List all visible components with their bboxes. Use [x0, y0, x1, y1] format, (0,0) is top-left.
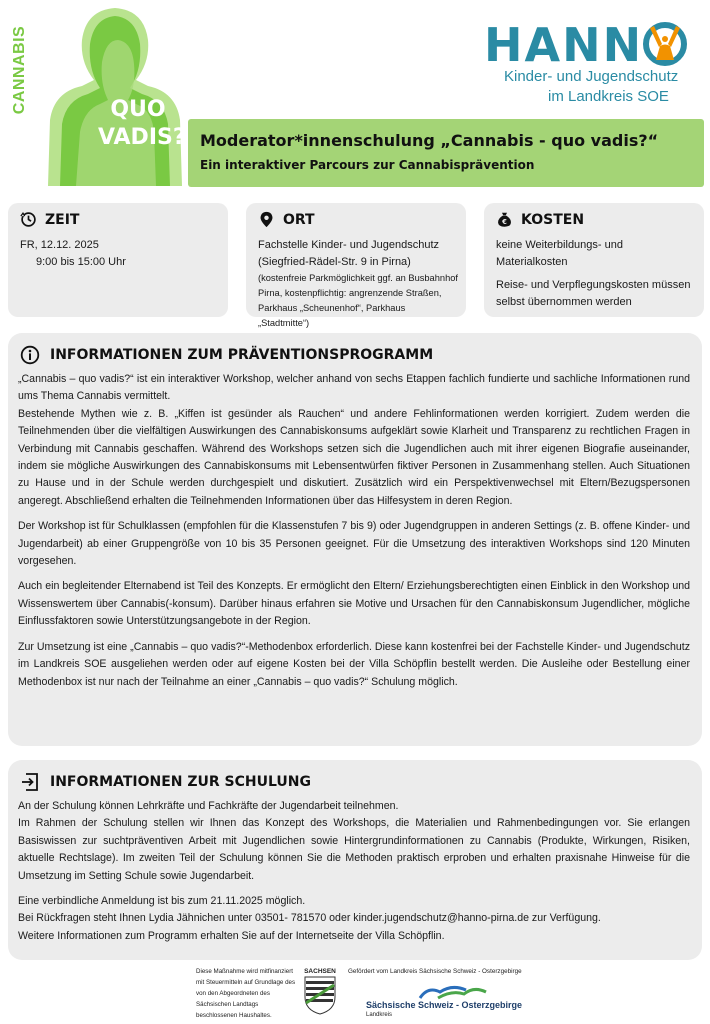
schulung-section	[8, 760, 702, 960]
event-date: FR, 12.12. 2025	[20, 239, 99, 251]
parking-note-3: Parkhaus „Scheunenhof“, Parkhaus „Stadtmitte“)	[258, 303, 406, 328]
info-paragraph-1: „Cannabis – quo vadis?“ ist ein interaktiver Workshop, welcher anhand von sechs Etappen fachlich fundierte und sachliche Informationen rund ums Thema Cannabis vermittelt.	[18, 373, 690, 403]
footer	[0, 966, 710, 1024]
svg-text:€: €	[502, 218, 507, 227]
hero-figure	[40, 0, 190, 186]
info-paragraph-2: Bestehende Mythen wie z. B. „Kiffen ist gesünder als Rauchen“ und andere Fehlinformationen werden korrigiert. Zudem werden die Teilnehmenden über die vielfältigen Auswirkungen des Cannabiskonsums aufgeklärt sowie Klarheit und Transparenz zu rechtlichen Fragen in Verbindung mit Cannabis geschaffen. Während des Workshops setzen sich die Jugendlichen auch mit ihrer eigenen Biografie auseinander, indem sie mögliche Auswirkungen des Cannabiskonsums mit Lebensentwürfen fiktiver Personen in Zusammenhang stellen. Auch Situationen zu Hause und in der Schule werden durchgespielt und diskutiert. Zusätzlich wird ein Perspektivenwechsel mit Eltern/Bezugspersonen angeregt. Abschließend erhalten die Teilnehmenden Informationen über das Hilfesystem in deren Region.	[18, 407, 690, 507]
parking-note-1: (kostenfreie Parkmöglichkeit ggf. an Busbahnhof	[258, 273, 458, 283]
title-banner	[188, 119, 704, 187]
logo-word: HANN	[484, 18, 644, 72]
person-silhouette-icon	[40, 0, 190, 186]
location-pin-icon	[258, 211, 275, 228]
hero-title: QUO VADIS?	[98, 97, 186, 150]
ort-heading: ORT	[283, 211, 315, 228]
sachsen-logo	[300, 968, 340, 1020]
clock-icon	[20, 211, 37, 228]
funding-note: Diese Maßnahme wird mitfinanziert mit Steuermitteln auf Grundlage des von den Abgeordneten des Sächsischen Landtags beschlossenen Haushaltes.	[196, 968, 296, 1019]
landkreis-name: Sächsische Schweiz - Osterzgebirge	[366, 1000, 523, 1010]
kosten-card	[484, 203, 704, 317]
cost-line-2: Reise- und Verpflegungskosten müssen	[496, 279, 691, 291]
schulung-paragraph-1: An der Schulung können Lehrkräfte und Fachkräfte der Jugendarbeit teilnehmen.	[18, 800, 399, 812]
venue-name: Fachstelle Kinder- und Jugendschutz	[258, 239, 439, 251]
event-time: 9:00 bis 15:00 Uhr	[36, 256, 126, 268]
money-bag-icon	[496, 211, 513, 228]
venue-address: (Siegfried-Rädel-Str. 9 in Pirna)	[258, 256, 411, 268]
logo-subtitle-1: Kinder- und Jugendschutz	[504, 68, 679, 85]
schulung-paragraph-4: Bei Rückfragen steht Ihnen Lydia Jähnichen unter 03501- 781570 oder kinder.jugendschutz@hanno-pirna.de zur Verfügung.	[18, 912, 601, 925]
side-label: CANNABIS	[11, 25, 28, 115]
info-heading: INFORMATIONEN ZUM PRÄVENTIONSPROGRAMM	[50, 347, 434, 363]
login-icon	[20, 772, 40, 792]
sachsen-crest-icon	[303, 975, 337, 1015]
schulung-paragraph-5: Weitere Informationen zum Programm erhalten Sie auf der Internetseite der Villa Schöpflin.	[18, 929, 445, 942]
info-paragraph-3: Der Workshop ist für Schulklassen (empfohlen für die Klassenstufen 7 bis 9) oder Jugendgruppen in anderen Settings (z. B. offene Kinder- und Jugendarbeit) ab einer Gruppengröße von 10 bis 35 Personen geeignet. Für die Umsetzung des interaktiven Workshops sind 120 Minuten vorgesehen.	[18, 520, 690, 568]
kosten-heading: KOSTEN	[521, 211, 585, 228]
zeit-heading: ZEIT	[45, 211, 80, 228]
cost-line-3: selbst übernommen werden	[496, 296, 632, 308]
landkreis-funding-note: Gefördert vom Landkreis Sächsische Schweiz - Osterzgebirge	[348, 968, 522, 975]
info-section	[8, 333, 702, 746]
info-paragraph-5: Zur Umsetzung ist eine „Cannabis – quo vadis?“-Methodenbox erforderlich. Diese kann kostenfrei bei der Fachstelle Kinder- und Jugendschutz im Landkreis SOE ausgeliehen werden oder auf eigene Kosten bei der Villa Schöpflin bestellt werden. Die Ausleihe oder Bestellung einer Methodenbox ist nur nach der Teilnahme an einer „Cannabis – quo vadis?“ Schulung möglich.	[18, 640, 690, 688]
info-paragraph-4: Auch ein begleitender Elternabend ist Teil des Konzepts. Er ermöglicht den Eltern/ Erziehungsberechtigten einen Einblick in den Workshop und Wissenswertem über Cannabis(-konsum). Darüber hinaus erfahren sie Motive und Ursachen für den Cannabiskonsum Jugendlicher, mögliche Einflussfaktoren sowie Unterstützungsangebote in der Region.	[18, 580, 690, 628]
schulung-heading: INFORMATIONEN ZUR SCHULUNG	[50, 774, 311, 790]
cost-line-1: keine Weiterbildungs- und Materialkosten	[496, 239, 623, 268]
page-subtitle: Ein interaktiver Parcours zur Cannabisprävention	[200, 158, 535, 172]
schulung-paragraph-2: Im Rahmen der Schulung stellen wir Ihnen das Konzept des Workshops, die Materialien und Rahmenbedingungen vor. Sie erlangen Basiswissen zur suchtpräventiven Arbeit mit Jugendlichen sowie Hintergrundinformationen zu Cannabis (Produkte, Wirkungen, Risiken, aktuelle Rechtslage). Im zweiten Teil der Schulung können Sie die Methoden praktisch erproben und erhalten praxisnahe Hinweise für die Umsetzung im Setting Schule sowie Jugendarbeit.	[18, 817, 690, 882]
info-icon	[20, 345, 40, 365]
landkreis-logo-icon	[418, 982, 488, 1002]
parking-note-2: Pirna, kostenpflichtig: angrenzende Straßen,	[258, 288, 442, 298]
ort-card	[246, 203, 466, 328]
landkreis-label: Landkreis	[366, 1012, 393, 1018]
sachsen-label: SACHSEN	[304, 968, 336, 975]
zeit-card	[8, 203, 228, 317]
logo-subtitle-2: im Landkreis SOE	[548, 88, 669, 105]
logo-o-people-icon	[642, 20, 688, 66]
hanno-logo	[484, 18, 694, 108]
page-title: Moderator*innenschulung „Cannabis - quo vadis?“	[200, 131, 659, 150]
schulung-paragraph-3: Eine verbindliche Anmeldung ist bis zum 21.11.2025 möglich.	[18, 895, 306, 908]
